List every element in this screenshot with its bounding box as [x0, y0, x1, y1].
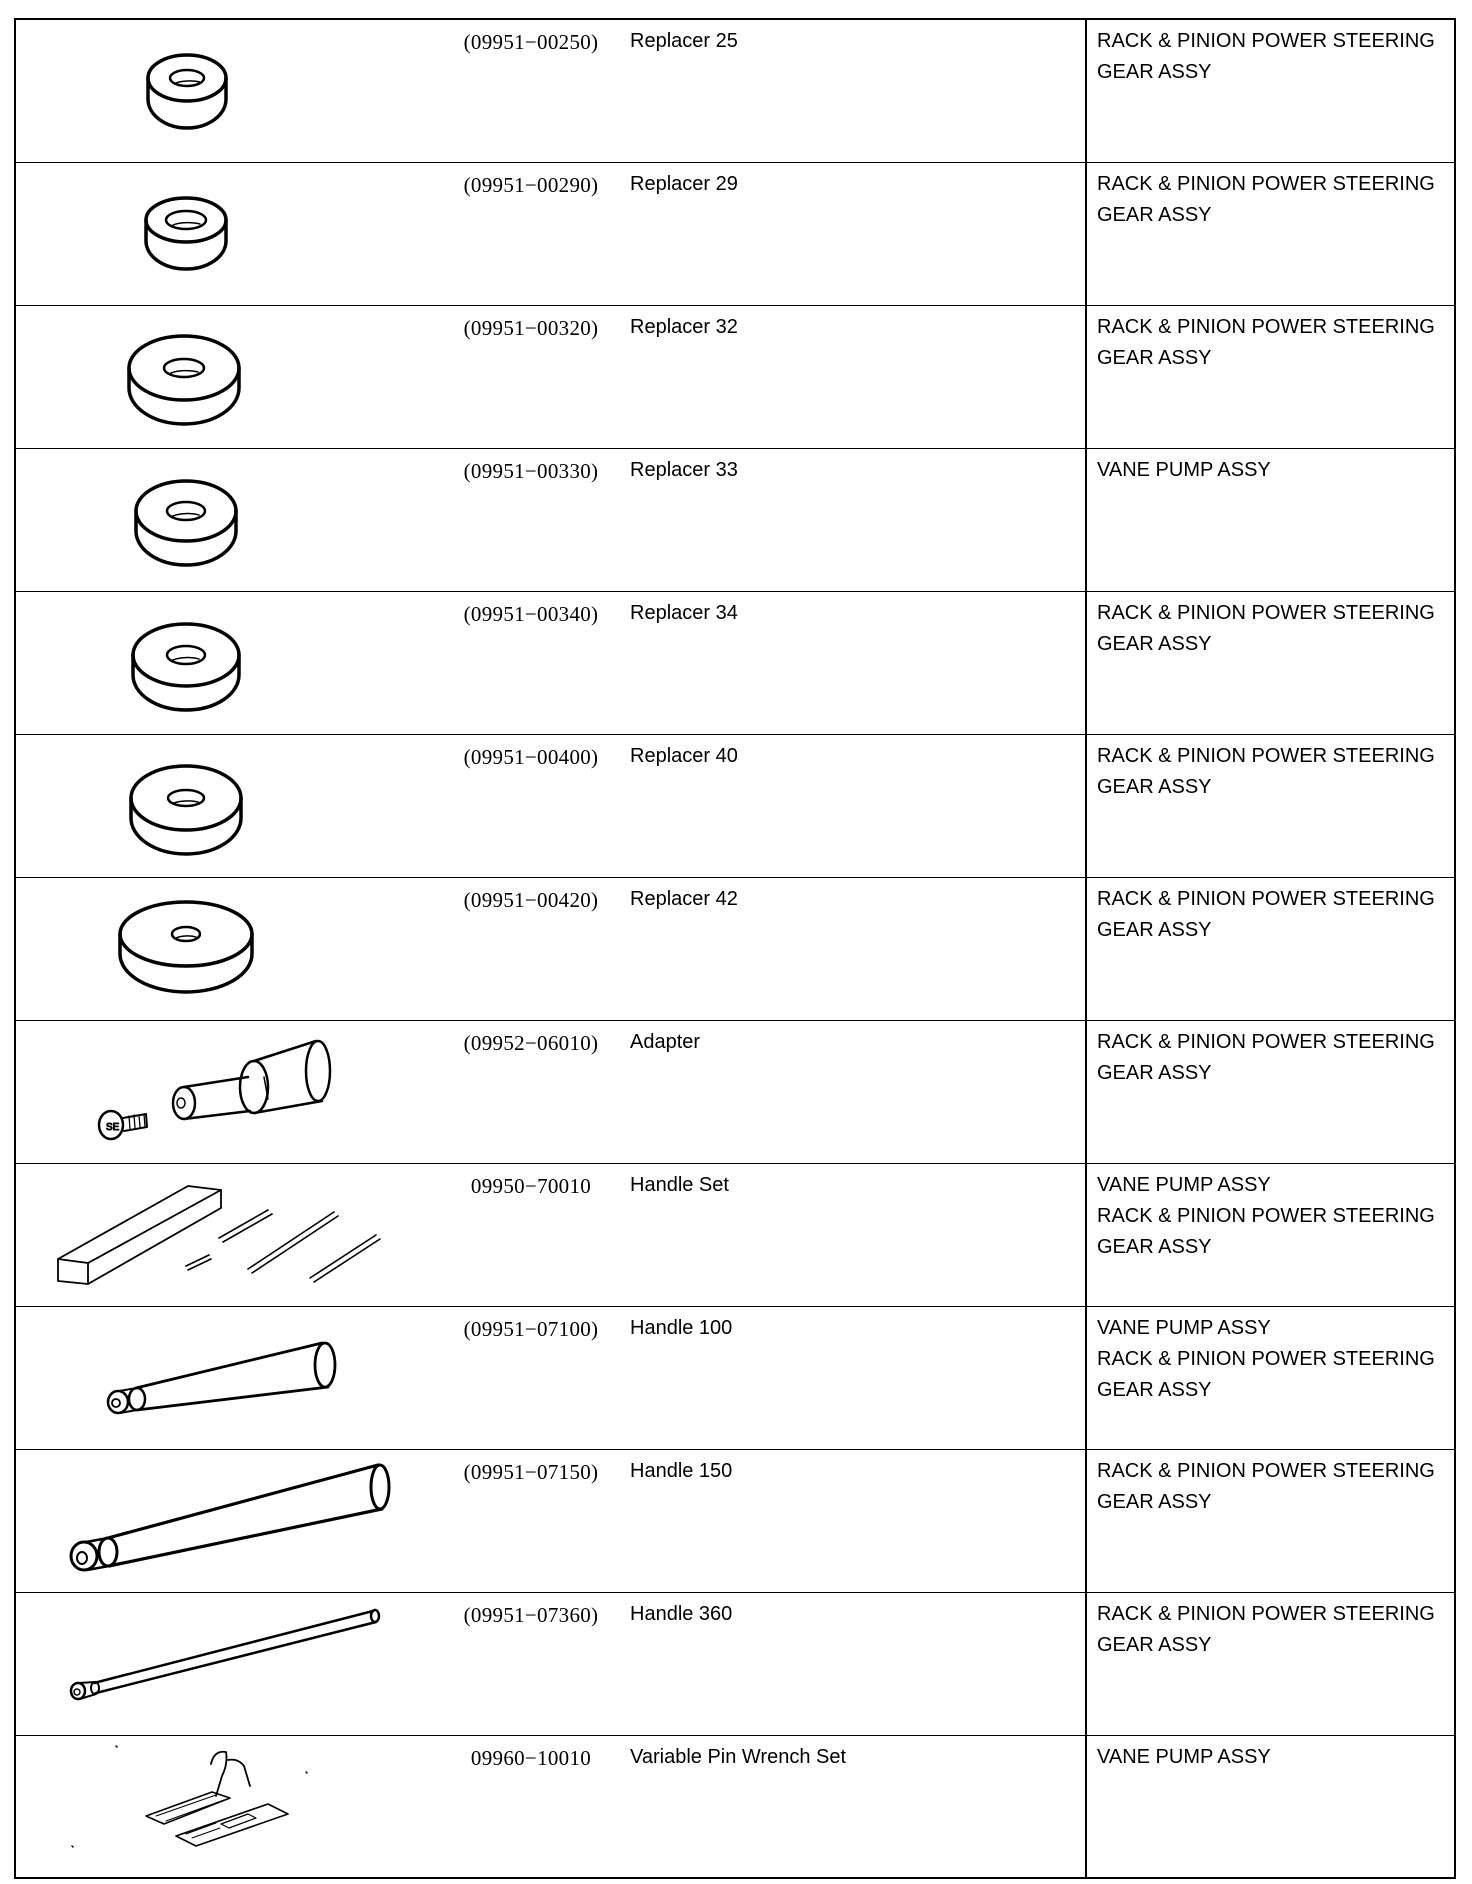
illustration-cell [15, 1735, 436, 1878]
part-number: (09952−06010) [463, 1030, 599, 1055]
tool-name: Handle 100 [630, 1316, 733, 1339]
usage-cell [1086, 1735, 1455, 1878]
illustration-cell [15, 1306, 436, 1449]
ring-replacer-icon [16, 20, 436, 163]
usage-line: VANE PUMP ASSY [1097, 458, 1271, 481]
tool-name: Variable Pin Wrench Set [630, 1745, 847, 1768]
ring-replacer-icon [16, 163, 436, 306]
usage-line: RACK & PINION POWER STEERING [1097, 1602, 1435, 1625]
usage-line: GEAR ASSY [1097, 1490, 1212, 1513]
usage-line: RACK & PINION POWER STEERING [1097, 172, 1435, 195]
part-number: (09951−07150) [463, 1459, 599, 1484]
usage-cell [1086, 877, 1455, 1020]
handle-icon [16, 1593, 436, 1736]
table-row [15, 1735, 1455, 1878]
usage-line: GEAR ASSY [1097, 1235, 1212, 1258]
table-row [15, 1592, 1455, 1735]
table-row [15, 591, 1455, 734]
illustration-cell [15, 162, 436, 305]
usage-line: GEAR ASSY [1097, 1378, 1212, 1401]
part-number: (09951−00340) [463, 601, 599, 626]
handle-icon [16, 1450, 436, 1593]
tool-name: Handle Set [630, 1173, 729, 1196]
usage-line: VANE PUMP ASSY [1097, 1173, 1271, 1196]
part-number: (09951−00320) [463, 315, 599, 340]
illustration-cell [15, 1020, 436, 1163]
table-row [15, 1020, 1455, 1163]
usage-cell [1086, 162, 1455, 305]
table-row [15, 734, 1455, 877]
tool-name: Replacer 33 [630, 458, 738, 481]
table-row [15, 1449, 1455, 1592]
usage-cell [1086, 19, 1455, 162]
handle-icon [16, 1307, 436, 1450]
usage-cell [1086, 1592, 1455, 1735]
illustration-cell [15, 1592, 436, 1735]
illustration-cell [15, 1449, 436, 1592]
table-row [15, 1163, 1455, 1306]
part-number: (09951−00400) [463, 744, 599, 769]
usage-line: RACK & PINION POWER STEERING [1097, 1204, 1435, 1227]
usage-line: VANE PUMP ASSY [1097, 1316, 1271, 1339]
table-row [15, 877, 1455, 1020]
part-number: (09951−00250) [463, 30, 599, 54]
usage-line: GEAR ASSY [1097, 918, 1212, 941]
tool-name: Handle 150 [630, 1459, 733, 1482]
tool-name: Adapter [630, 1030, 701, 1053]
tool-name: Replacer 32 [630, 315, 738, 338]
tool-name: Replacer 40 [630, 744, 738, 767]
svg-text:SE: SE [106, 1121, 120, 1133]
tool-name: Replacer 25 [630, 30, 738, 52]
usage-cell [1086, 734, 1455, 877]
ring-replacer-icon [16, 306, 436, 449]
part-number: (09951−00290) [463, 172, 599, 197]
table-row [15, 162, 1455, 305]
usage-line: RACK & PINION POWER STEERING [1097, 744, 1435, 767]
usage-cell [1086, 1163, 1455, 1306]
usage-line: GEAR ASSY [1097, 61, 1212, 83]
usage-cell [1086, 448, 1455, 591]
tool-name: Replacer 42 [630, 887, 738, 910]
usage-line: VANE PUMP ASSY [1097, 1745, 1271, 1768]
usage-cell [1086, 305, 1455, 448]
usage-line: RACK & PINION POWER STEERING [1097, 601, 1435, 624]
tool-name: Replacer 29 [630, 172, 738, 195]
ring-replacer-icon [16, 449, 436, 592]
usage-line: GEAR ASSY [1097, 1061, 1212, 1084]
part-number: (09951−00420) [463, 887, 599, 912]
part-number: (09951−00330) [463, 458, 599, 483]
illustration-cell [15, 591, 436, 734]
part-number: (09951−07100) [463, 1316, 599, 1341]
adapter-icon [16, 1021, 436, 1164]
part-number: (09951−07360) [463, 1602, 599, 1627]
usage-line: GEAR ASSY [1097, 632, 1212, 655]
handle-set-icon [16, 1164, 436, 1307]
illustration-cell [15, 734, 436, 877]
table-row [15, 1306, 1455, 1449]
ring-replacer-icon [16, 878, 436, 1021]
usage-line: GEAR ASSY [1097, 1633, 1212, 1656]
usage-line: RACK & PINION POWER STEERING [1097, 30, 1435, 52]
usage-line: RACK & PINION POWER STEERING [1097, 315, 1435, 338]
ring-replacer-icon [16, 592, 436, 735]
usage-line: RACK & PINION POWER STEERING [1097, 1347, 1435, 1370]
table-row [15, 19, 1455, 162]
usage-line: GEAR ASSY [1097, 346, 1212, 369]
illustration-cell [15, 1163, 436, 1306]
tool-name: Handle 360 [630, 1602, 733, 1625]
part-number: 09960−10010 [470, 1745, 592, 1770]
illustration-cell [15, 305, 436, 448]
ring-replacer-icon [16, 735, 436, 878]
usage-line: RACK & PINION POWER STEERING [1097, 1030, 1435, 1053]
usage-line: GEAR ASSY [1097, 203, 1212, 226]
illustration-cell [15, 448, 436, 591]
illustration-cell [15, 877, 436, 1020]
table-row [15, 448, 1455, 591]
tool-name: Replacer 34 [630, 601, 738, 624]
usage-line: RACK & PINION POWER STEERING [1097, 887, 1435, 910]
usage-line: GEAR ASSY [1097, 775, 1212, 798]
special-service-tools-table [14, 18, 1456, 1879]
usage-cell [1086, 591, 1455, 734]
pin-wrench-set-icon [16, 1736, 436, 1879]
usage-line: RACK & PINION POWER STEERING [1097, 1459, 1435, 1482]
part-number: 09950−70010 [470, 1173, 592, 1198]
table-row [15, 305, 1455, 448]
usage-cell [1086, 1306, 1455, 1449]
illustration-cell [15, 19, 436, 162]
usage-cell [1086, 1020, 1455, 1163]
usage-cell [1086, 1449, 1455, 1592]
